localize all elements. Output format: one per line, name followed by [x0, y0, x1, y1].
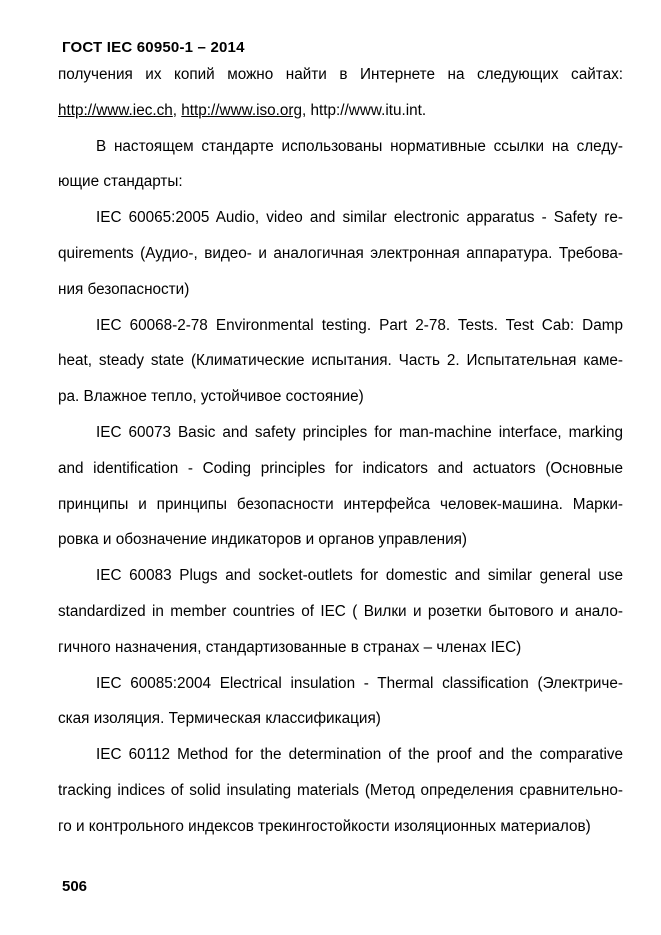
text-line: принципы и принципы безопасности интерфейса человек-машина. Марки- [58, 495, 623, 513]
text-line: ра. Влажное тепло, устойчивое состояние) [58, 388, 364, 406]
text-line: standardized in member countries of IEC ( Вилки и розетки бытового и анало- [58, 602, 623, 620]
reference-iec-60065 [58, 200, 623, 307]
reference-iec-60085 [58, 666, 623, 738]
intro-paragraph [58, 57, 623, 129]
lead-paragraph [58, 129, 623, 201]
text-line: IEC 60073 Basic and safety principles for man-machine interface, marking [96, 423, 623, 441]
link-separator: , [172, 101, 182, 119]
link-iso[interactable]: http://www.iso.org [181, 101, 303, 119]
page-number: 506 [62, 878, 88, 895]
text-line: IEC 60068-2-78 Environmental testing. Part 2-78. Tests. Test Cab: Damp [96, 316, 623, 334]
text-line: heat, steady state (Климатические испытания. Часть 2. Испытательная каме- [58, 352, 623, 370]
text-line: В настоящем стандарте использованы нормативные ссылки на следу- [96, 137, 623, 155]
text-line: and identification - Coding principles for indicators and actuators (Основные [58, 459, 623, 477]
text-line: получения их копий можно найти в Интернете на следующих сайтах: [58, 66, 623, 83]
link-itu-text: , http://www.itu.int. [302, 101, 427, 119]
text-line [58, 93, 623, 129]
document-header: ГОСТ IEC 60950-1 – 2014 [62, 39, 245, 56]
text-line: IEC 60065:2005 Audio, video and similar electronic apparatus - Safety re- [96, 209, 623, 227]
text-line: tracking indices of solid insulating materials (Метод определения сравнительно- [58, 781, 623, 799]
text-line: IEC 60083 Plugs and socket-outlets for domestic and similar general use [96, 567, 623, 585]
reference-iec-60068 [58, 308, 623, 415]
reference-iec-60112 [58, 737, 623, 844]
reference-iec-60073 [58, 415, 623, 558]
text-line: ровка и обозначение индикаторов и органов управления) [58, 531, 467, 549]
link-iec[interactable]: http://www.iec.ch [58, 101, 173, 119]
document-body [58, 57, 623, 845]
text-line: го и контрольного индексов трекингостойкости изоляционных материалов) [58, 817, 591, 835]
text-line: IEC 60112 Method for the determination of the proof and the comparative [96, 746, 623, 764]
text-line: quirements (Аудио-, видео- и аналогичная электронная аппаратура. Требова- [58, 244, 623, 262]
text-line: ющие стандарты: [58, 173, 183, 191]
text-line: IEC 60085:2004 Electrical insulation - Thermal classification (Электриче- [96, 674, 623, 692]
text-line: ния безопасности) [58, 280, 190, 298]
text-line: ская изоляция. Термическая классификация) [58, 710, 381, 728]
reference-iec-60083 [58, 558, 623, 665]
text-line: гичного назначения, стандартизованные в странах – членах IEC) [58, 638, 522, 656]
